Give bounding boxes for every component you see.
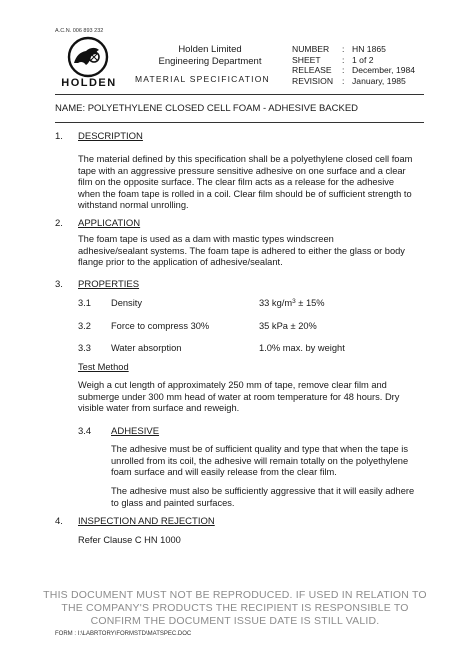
name-divider bbox=[55, 122, 424, 123]
spec-name: NAME: POLYETHYLENE CLOSED CELL FOAM - ADHESIVE BACKED bbox=[55, 103, 359, 114]
inspection-text: Refer Clause C HN 1000 bbox=[78, 535, 181, 545]
text-line: when the foam tape is rolled in a coil. Clear film should be of sufficient strength to bbox=[78, 188, 412, 199]
section-number: 4. bbox=[55, 516, 63, 527]
notice-line: THIS DOCUMENT MUST NOT BE REPRODUCED. IF USED IN RELATION TO bbox=[43, 589, 427, 601]
meta-key: RELEASE bbox=[292, 65, 332, 76]
property-name: Density bbox=[111, 298, 143, 308]
meta-row-number: NUMBER : HN 1865 bbox=[292, 44, 386, 54]
text-line: withstand normal unrolling. bbox=[78, 200, 189, 211]
adhesive-paragraph-1 bbox=[111, 444, 408, 479]
text-line: submerge under 300 mm head of water at room temperature for 48 hours. Dry bbox=[78, 391, 400, 402]
property-water-absorption bbox=[0, 343, 466, 355]
property-value: 35 kPa ± 20% bbox=[259, 321, 317, 331]
text-line: Weigh a cut length of approximately 250 mm of tape, remove clear film and bbox=[78, 380, 387, 390]
notice-line: THE COMPANY'S PRODUCTS THE RECIPIENT IS RESPONSIBLE TO bbox=[61, 602, 409, 614]
text-line: The adhesive must be of sufficient quality and type that when the tape is bbox=[111, 444, 408, 454]
meta-row-revision: REVISION : January, 1985 bbox=[292, 75, 406, 86]
meta-key: REVISION bbox=[292, 75, 334, 86]
description-paragraph bbox=[78, 154, 412, 212]
acn-number: A.C.N. 006 893 232 bbox=[55, 28, 104, 34]
test-method-title: Test Method bbox=[78, 362, 129, 372]
text-line: visible water from surface and reweigh. bbox=[78, 403, 240, 414]
company-name: Holden Limited bbox=[178, 44, 242, 55]
property-value: 1.0% max. by weight bbox=[259, 343, 345, 353]
property-number: 3.3 bbox=[78, 343, 91, 353]
adhesive-paragraph-2 bbox=[111, 486, 414, 509]
adhesive-heading bbox=[78, 426, 278, 438]
meta-row-sheet: SHEET : 1 of 2 bbox=[292, 54, 374, 65]
notice-line: CONFIRM THE DOCUMENT ISSUE DATE IS STILL VALID. bbox=[90, 615, 380, 627]
property-value: 33 $kg/m^3 \pm 15\%$ bbox=[259, 298, 325, 308]
property-density bbox=[0, 298, 466, 310]
section-title: APPLICATION bbox=[78, 218, 141, 229]
text-line: film on the opposite surface. The clear film acts as a release for the adhesive bbox=[78, 177, 395, 188]
text-line: The adhesive must also be sufficiently aggressive that it will easily adhere bbox=[111, 486, 415, 496]
form-reference: FORM : I:\LABRTORY\FORMSTD\MATSPEC.DOC bbox=[55, 631, 192, 637]
section-number: 3. bbox=[55, 279, 63, 290]
meta-value: HN 1865 bbox=[352, 44, 386, 54]
meta-value: December, 1984 bbox=[352, 65, 416, 76]
meta-row-release: RELEASE : December, 1984 bbox=[292, 65, 416, 76]
text-line: The material defined by this specification shall be a polyethylene closed cell foam bbox=[78, 154, 413, 164]
property-number: 3.1 bbox=[78, 298, 91, 308]
reproduction-notice bbox=[40, 589, 430, 628]
meta-value: 1 of 2 bbox=[352, 54, 374, 65]
subsection-title: ADHESIVE bbox=[111, 426, 160, 437]
meta-key: NUMBER bbox=[292, 44, 330, 54]
text-line: adhesive/sealant systems. The foam tape is adhered to either the glass or body bbox=[78, 245, 405, 256]
text-line: tape with an aggressive pressure sensitive adhesive on one surface and a clear bbox=[78, 165, 406, 176]
section-title: PROPERTIES bbox=[78, 279, 140, 290]
header-divider bbox=[55, 94, 424, 95]
property-compress bbox=[0, 321, 466, 333]
document-type: MATERIAL SPECIFICATION bbox=[135, 74, 270, 84]
meta-key: SHEET bbox=[292, 54, 321, 65]
document-meta bbox=[292, 44, 415, 86]
text-line: flange prior to the application of adhesive/sealant. bbox=[78, 257, 283, 268]
section-number: 1. bbox=[55, 131, 63, 142]
section-title: INSPECTION AND REJECTION bbox=[78, 516, 215, 527]
property-name: Force to compress 30% bbox=[111, 321, 210, 331]
subsection-number: 3.4 bbox=[78, 426, 92, 437]
test-method-paragraph bbox=[78, 380, 399, 415]
property-name: Water absorption bbox=[111, 343, 182, 353]
holden-logo bbox=[60, 36, 116, 92]
text-line: The foam tape is used as a dam with mastic types windscreen bbox=[78, 234, 334, 244]
meta-value: January, 1985 bbox=[352, 75, 406, 86]
department-name: Engineering Department bbox=[158, 56, 262, 67]
text-line: unrolled from its coil, the adhesive will remain totally on the polyethylene bbox=[111, 455, 409, 466]
lion-emblem-icon bbox=[60, 36, 116, 78]
company-block bbox=[150, 44, 270, 68]
logo-wordmark: HOLDEN bbox=[61, 77, 117, 89]
section-number: 2. bbox=[55, 218, 63, 229]
text-line: foam surface and will easily release from the clear film. bbox=[111, 467, 337, 478]
section-title: DESCRIPTION bbox=[78, 131, 143, 142]
text-line: to glass and painted surfaces. bbox=[111, 497, 235, 508]
property-number: 3.2 bbox=[78, 321, 91, 331]
application-paragraph bbox=[78, 234, 405, 269]
